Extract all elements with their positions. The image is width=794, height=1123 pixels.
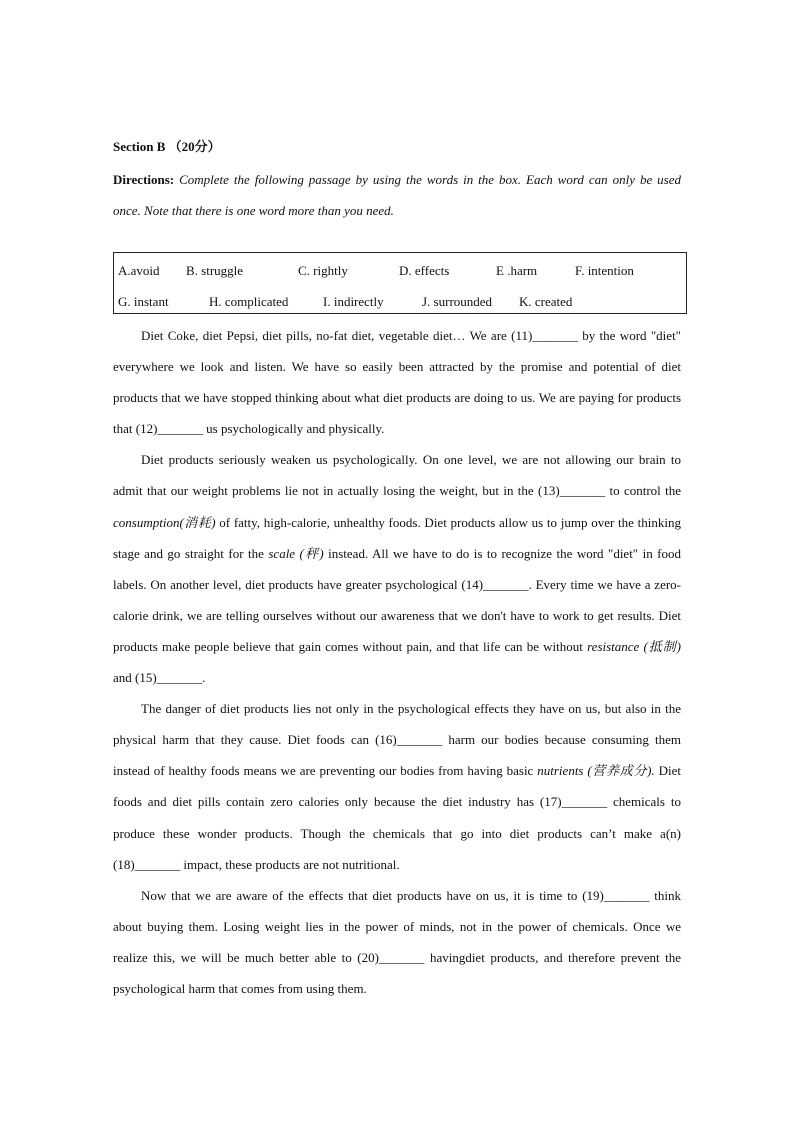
word-option-c: C. rightly bbox=[298, 263, 348, 278]
word-option-d: D. effects bbox=[399, 263, 450, 278]
paragraph-3-text: Diet foods and diet pills contain zero calories only because the diet industry has (17)_______ chemicals to produce these wonder products. Though the chemicals that go into diet products can’t make a(n) (18)_______ impact, these products are not nutritional. bbox=[113, 763, 681, 872]
paragraph-3 bbox=[113, 693, 681, 880]
term-consumption: consumption(消耗) bbox=[113, 514, 216, 530]
directions-label: Directions: bbox=[113, 172, 175, 187]
paragraph-2-text: and (15)_______. bbox=[113, 670, 206, 686]
paragraph-1: Diet Coke, diet Pepsi, diet pills, no-fat diet, vegetable diet… We are (11)_______ by the word "diet" everywhere we look and listen. We have so easily been attracted by the promise and potential of diet products that we have stopped thinking about what diet products are doing to us. We are paying for products that (12)_______ us psychologically and physically. bbox=[113, 328, 681, 437]
paragraph-2 bbox=[113, 444, 681, 693]
paragraph-3-text: The danger of diet products lies not only in the psychological effects they have on us, but also in the physical harm that they cause. Diet foods can (16)_______ harm our bodies because consuming them instead of healthy foods means we are preventing our bodies from having basic bbox=[113, 701, 681, 779]
paragraph-2-text: Diet products seriously weaken us psychologically. On one level, we are not allowing our brain to admit that our weight problems lie not in actually losing the weight, but in the (13)_______ to control the bbox=[113, 452, 681, 499]
word-option-k: K. created bbox=[519, 294, 573, 309]
word-box bbox=[113, 252, 687, 314]
word-option-e: E .harm bbox=[496, 263, 538, 278]
paragraph-4: Now that we are aware of the effects that diet products have on us, it is time to (19)_______ think about buying them. Losing weight lies in the power of minds, not in the power of chemicals. Once we realize this, we will be much better able to (20)_______ havingdiet products, and therefore prevent the psychological harm that comes from using them. bbox=[113, 887, 681, 996]
word-option-b: B. struggle bbox=[186, 263, 244, 278]
directions-text: Complete the following passage by using the words in the box. Each word can only be used once. Note that there is one word more than you need. bbox=[113, 172, 681, 218]
directions bbox=[113, 164, 681, 226]
section-title: Section B （20分） bbox=[113, 139, 221, 154]
paragraph-2-text: instead. All we have to do is to recognize the word "diet" in food labels. On another level, diet products have greater psychological (14)_______. Every time we have a zero-calorie drink, we are telling ourselves without our awareness that we don't have to work to get results. Diet products make people believe that gain comes without pain, and that life can be without bbox=[113, 545, 682, 654]
word-option-g: G. instant bbox=[118, 294, 169, 309]
passage bbox=[113, 320, 681, 1004]
paragraph-2-text: of fatty, high-calorie, unhealthy foods. Diet products allow us to jump over the thinking stage and go straight for the bbox=[113, 514, 681, 561]
term-scale: scale (秤) bbox=[268, 545, 324, 561]
term-resistance: resistance (抵制) bbox=[587, 638, 682, 654]
word-option-i: I. indirectly bbox=[323, 294, 384, 309]
word-option-f: F. intention bbox=[575, 263, 634, 278]
word-option-j: J. surrounded bbox=[422, 294, 493, 309]
term-nutrients: nutrients (营养成分). bbox=[537, 763, 655, 779]
word-option-a: A.avoid bbox=[118, 263, 160, 278]
word-option-h: H. complicated bbox=[209, 294, 289, 309]
